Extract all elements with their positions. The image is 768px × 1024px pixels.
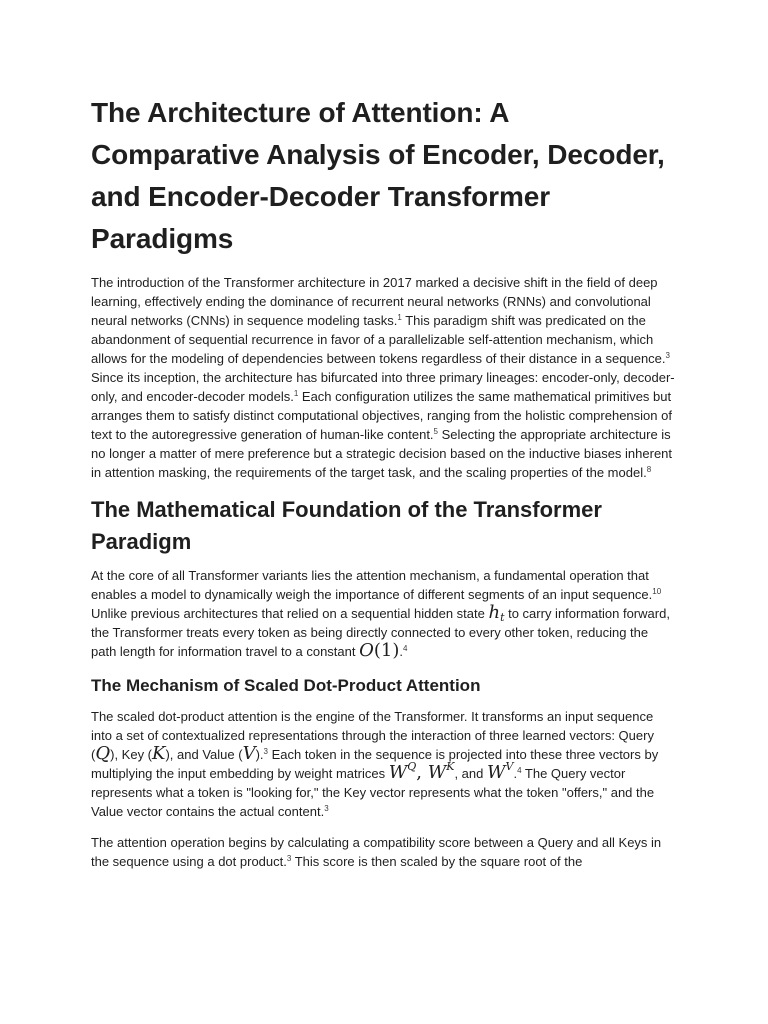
citation[interactable]: 5 [433, 427, 438, 436]
intro-paragraph [91, 273, 677, 482]
sdpa-text: , and [454, 766, 487, 781]
math-weight-matrices [389, 762, 455, 783]
sdpa-text: ), and Value ( [165, 747, 243, 762]
math-value: V [242, 743, 256, 764]
document-title: The Architecture of Attention: A Comparative Analysis of Encoder, Decoder, and Encoder-Decoder Transformer Paradigms [91, 97, 665, 254]
sdpa-paragraph-1 [91, 707, 677, 821]
section-heading-foundation: The Mathematical Foundation of the Transformer Paradigm [91, 497, 602, 554]
math-symbol: W [427, 762, 447, 783]
citation[interactable]: 3 [263, 747, 268, 756]
math-hidden-state [488, 602, 504, 623]
citation[interactable]: 1 [397, 313, 402, 322]
math-superscript: Q [407, 760, 417, 773]
math-subscript: t [500, 611, 505, 624]
sdpa-text: . [513, 766, 518, 781]
foundation-sentence-3: to carry information forward, the Transformer treats every token as being directly connected to every other token, reducing the path length for information travel to a constant [91, 606, 670, 659]
sdpa-text: ), Key ( [110, 747, 153, 762]
citation[interactable]: 3 [286, 854, 292, 863]
citation[interactable]: 10 [652, 587, 662, 596]
math-symbol: W [486, 762, 506, 783]
math-argument: (1) [373, 640, 400, 661]
foundation-paragraph [91, 566, 677, 661]
math-superscript: K [446, 760, 455, 773]
foundation-sentence-2: Unlike previous architectures that relied on a sequential hidden state [91, 606, 489, 621]
foundation-sentence-1: At the core of all Transformer variants lies the attention mechanism, a fundamental operation that enables a model to dynamically weigh the importance of different segments of an input sequence. [91, 568, 653, 602]
foundation-sentence-4: . [399, 644, 403, 659]
intro-sentence-4: Each configuration utilizes the same mathematical primitives but arranges them to satisfy distinct computational objectives, ranging from the holistic comprehension of text to the autoregressive generation of human-like content. [91, 389, 672, 442]
sdpa-text: The Query vector represents what a token is "looking for," the Key vector represents what the token "offers," and the Value vector contains the actual content. [91, 766, 655, 819]
math-separator: , [416, 762, 428, 783]
math-symbol: W [388, 762, 408, 783]
sdpa-text: The attention operation begins by calculating a compatibility score between a Query and all Keys in the sequence using a dot product. [91, 835, 662, 869]
citation[interactable]: 4 [403, 644, 408, 653]
math-query: Q [95, 743, 111, 764]
citation[interactable]: 4 [517, 766, 522, 775]
intro-sentence-5: Selecting the appropriate architecture is no longer a matter of mere preference but a strategic decision based on the inductive biases inherent in attention masking, the requirements of the target task, and the scaling properties of the model. [91, 427, 673, 480]
math-symbol: h [488, 602, 501, 623]
sdpa-text: ). [255, 747, 264, 762]
document-page [91, 92, 677, 880]
math-superscript: V [505, 760, 514, 773]
subsection-heading-sdpa: The Mechanism of Scaled Dot-Product Attention [91, 676, 481, 695]
intro-sentence-2: This paradigm shift was predicated on the abandonment of sequential recurrence in favor of a parallelizable self-attention mechanism, which allows for the modeling of dependencies between tokens regardless of their distance in a sequence. [91, 313, 666, 366]
math-key: K [152, 743, 166, 764]
citation[interactable]: 8 [646, 465, 652, 474]
citation[interactable]: 3 [324, 804, 329, 813]
sdpa-text: The scaled dot-product attention is the engine of the Transformer. It transforms an input sequence into a set of contextualized representations through the interaction of three learned vectors: Query ( [91, 709, 654, 762]
intro-sentence-3: Since its inception, the architecture has bifurcated into three primary lineages: encoder-only, decoder-only, and encoder-decoder models. [91, 370, 675, 404]
citation[interactable]: 1 [293, 389, 299, 398]
sdpa-text: This score is then scaled by the square root of the [291, 854, 583, 869]
sdpa-paragraph-2 [91, 833, 677, 871]
math-big-o [359, 640, 399, 661]
sdpa-text: Each token in the sequence is projected into these three vectors by multiplying the input embedding by weight matrices [91, 747, 659, 781]
citation[interactable]: 3 [665, 351, 670, 360]
math-symbol: O [359, 640, 374, 661]
math-weight-v [487, 762, 513, 783]
intro-sentence-1: The introduction of the Transformer architecture in 2017 marked a decisive shift in the field of deep learning, effectively ending the dominance of recurrent neural networks (RNNs) and convolutional neural networks (CNNs) in sequence modeling tasks. [91, 275, 658, 328]
